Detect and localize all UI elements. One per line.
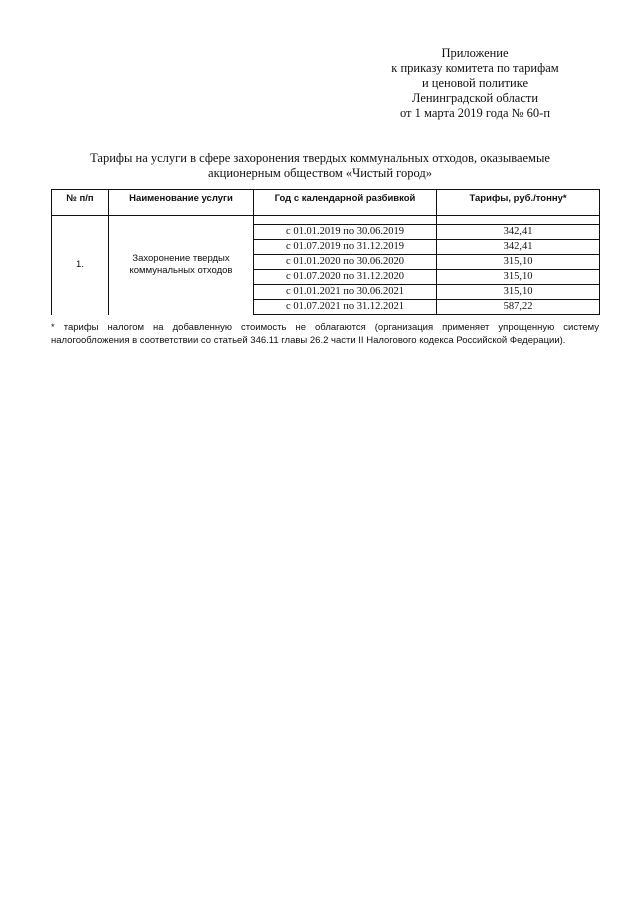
price-cell: 342,41 [437, 225, 600, 240]
price-cell: 315,10 [437, 255, 600, 270]
table-spacer-row [52, 216, 600, 225]
price-cell: 315,10 [437, 285, 600, 300]
document-title [40, 151, 600, 181]
header-price: Тарифы, руб./тонну* [437, 190, 600, 216]
tax-footnote: * тарифы налогом на добавленную стоимость не облагаются (организация применяет упрощенную систему налогообложения в соответствии со статьей 346.11 главы 26.2 части II Налогового кодекса Российской Федерации). [51, 322, 599, 346]
period-cell: с 01.07.2020 по 31.12.2020 [254, 270, 437, 285]
appendix-label: Приложение [441, 46, 509, 60]
period-cell: с 01.07.2019 по 31.12.2019 [254, 240, 437, 255]
order-reference: к приказу комитета по тарифам [391, 61, 559, 75]
title-line-2: акционерным обществом «Чистый город» [208, 166, 432, 180]
committee-name: и ценовой политике [421, 76, 529, 90]
period-cell: с 01.01.2021 по 30.06.2021 [254, 285, 437, 300]
service-name: Захоронение твердых коммунальных отходов [109, 216, 254, 315]
order-date-number: от 1 марта 2019 года № 60-п [399, 106, 551, 120]
header-service: Наименование услуги [109, 190, 254, 216]
price-cell: 587,22 [437, 300, 600, 315]
table-header-row [52, 190, 600, 216]
period-cell: с 01.01.2020 по 30.06.2020 [254, 255, 437, 270]
tariff-table [51, 189, 600, 315]
price-cell: 342,41 [437, 240, 600, 255]
period-cell: с 01.07.2021 по 31.12.2021 [254, 300, 437, 315]
row-number: 1. [52, 216, 109, 315]
price-cell: 315,10 [437, 270, 600, 285]
header-period: Год с календарной разбивкой [254, 190, 437, 216]
header-num: № п/п [52, 190, 109, 216]
region-name: Ленинградской области [411, 91, 539, 105]
title-line-1: Тарифы на услуги в сфере захоронения твердых коммунальных отходов, оказываемые [90, 151, 550, 165]
appendix-header [360, 46, 590, 121]
period-cell: с 01.01.2019 по 30.06.2019 [254, 225, 437, 240]
